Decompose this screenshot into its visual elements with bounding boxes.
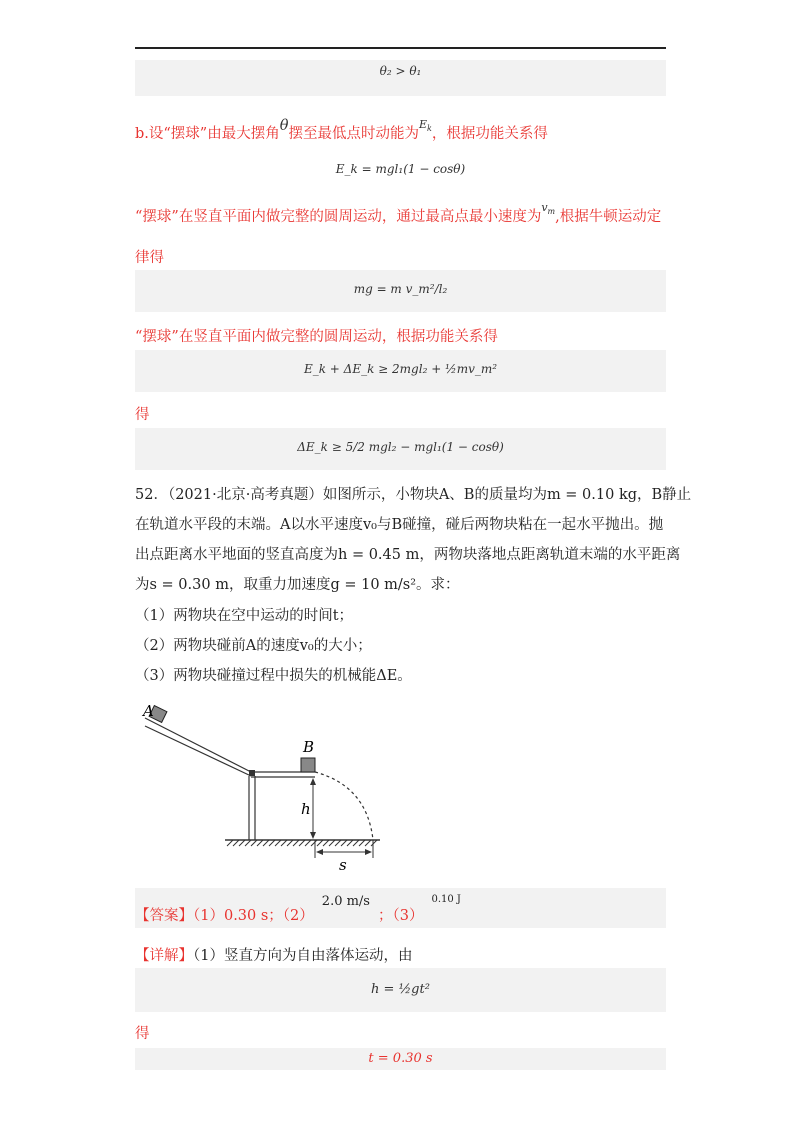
question-line-1: 52．（2021·北京·高考真题）如图所示，小物块A、B的质量均为m = 0.10 kg，B静止: [135, 487, 692, 503]
label-b: B: [303, 738, 315, 756]
ramp-edge-top: [145, 718, 251, 772]
s-arrowhead-left: [316, 849, 323, 855]
label-h: h: [301, 800, 311, 818]
equation-newton: mg = m v_m²/l₂: [353, 282, 448, 296]
equation-energy: E_k + ΔE_k ≥ 2mgl₂ + ½mv_m²: [303, 362, 498, 376]
label-a: A: [143, 702, 154, 720]
detail-text: （1）竖直方向为自由落体运动，由: [193, 948, 413, 964]
text-segment: “摆球”在竖直平面内做完整的圆周运动，通过最高点最小速度为: [135, 209, 542, 225]
answer-tag: 【答案】: [135, 908, 193, 924]
text-segment: ,根据牛顿运动定: [555, 209, 662, 225]
answer-line: [135, 894, 461, 925]
text-segment: b.设“摆球”由最大摆角: [135, 126, 280, 142]
equation-h: h = ½gt²: [371, 982, 430, 997]
question-line-4: 为s = 0.30 m，取重力加速度g = 10 m/s²。求：: [135, 577, 460, 593]
header-rule: [135, 47, 666, 49]
ramp-edge-bottom: [145, 726, 251, 776]
detail-tag: 【详解】: [135, 948, 193, 964]
text-line-b: [135, 118, 548, 143]
question-line-3: 出点距离水平地面的竖直高度为h = 0.45 m，两物块落地点距离轨道末端的水平距离: [135, 547, 681, 563]
answer-velocity: 2.0 m/s: [321, 894, 370, 909]
answer-part-1: （1）0.30 s；（2）: [193, 908, 314, 924]
height-arrowhead-top: [310, 778, 316, 785]
joint: [249, 770, 255, 776]
text-de2: 得: [135, 1026, 150, 1042]
text-segment: ，根据功能关系得: [431, 126, 548, 142]
answer-separator: ；（3）: [377, 908, 424, 924]
text-line-c: [135, 201, 662, 226]
equation-theta: θ₂ > θ₁: [379, 64, 422, 78]
text-segment: 摆至最低点时动能为: [288, 126, 419, 142]
question-sub-3: （3）两物块碰撞过程中损失的机械能ΔE。: [135, 668, 412, 684]
trajectory: [315, 772, 373, 840]
answer-energy: 0.10 J: [431, 894, 461, 905]
equation-ek: E_k = mgl₁(1 − cosθ): [335, 162, 466, 176]
question-sub-2: （2）两物块碰前A的速度v₀的大小；: [135, 638, 372, 654]
theta-symbol: θ: [279, 118, 289, 134]
detail-line: [135, 944, 412, 965]
question-line-2: 在轨道水平段的末端。A以水平速度v₀与B碰撞，碰后两物块粘在一起水平抛出。抛: [135, 517, 664, 533]
question-sub-1: （1）两物块在空中运动的时间t；: [135, 608, 354, 624]
equation-t: t = 0.30 s: [368, 1051, 433, 1066]
text-line-d: “摆球”在竖直平面内做完整的圆周运动，根据功能关系得: [135, 329, 498, 345]
text-de: 得: [135, 407, 150, 423]
label-s: s: [339, 856, 347, 874]
ek-symbol: Ek: [418, 118, 432, 134]
ground-hatch: [227, 840, 377, 846]
equation-delta-e: ΔE_k ≥ 5/2 mgl₂ − mgl₁(1 − cosθ): [297, 440, 504, 454]
block-b: [301, 758, 315, 772]
physics-figure: [135, 700, 395, 874]
height-arrowhead-bottom: [310, 832, 316, 839]
s-arrowhead-right: [365, 849, 372, 855]
vm-symbol: vm: [541, 201, 556, 217]
text-line-c2: 律得: [135, 250, 164, 266]
